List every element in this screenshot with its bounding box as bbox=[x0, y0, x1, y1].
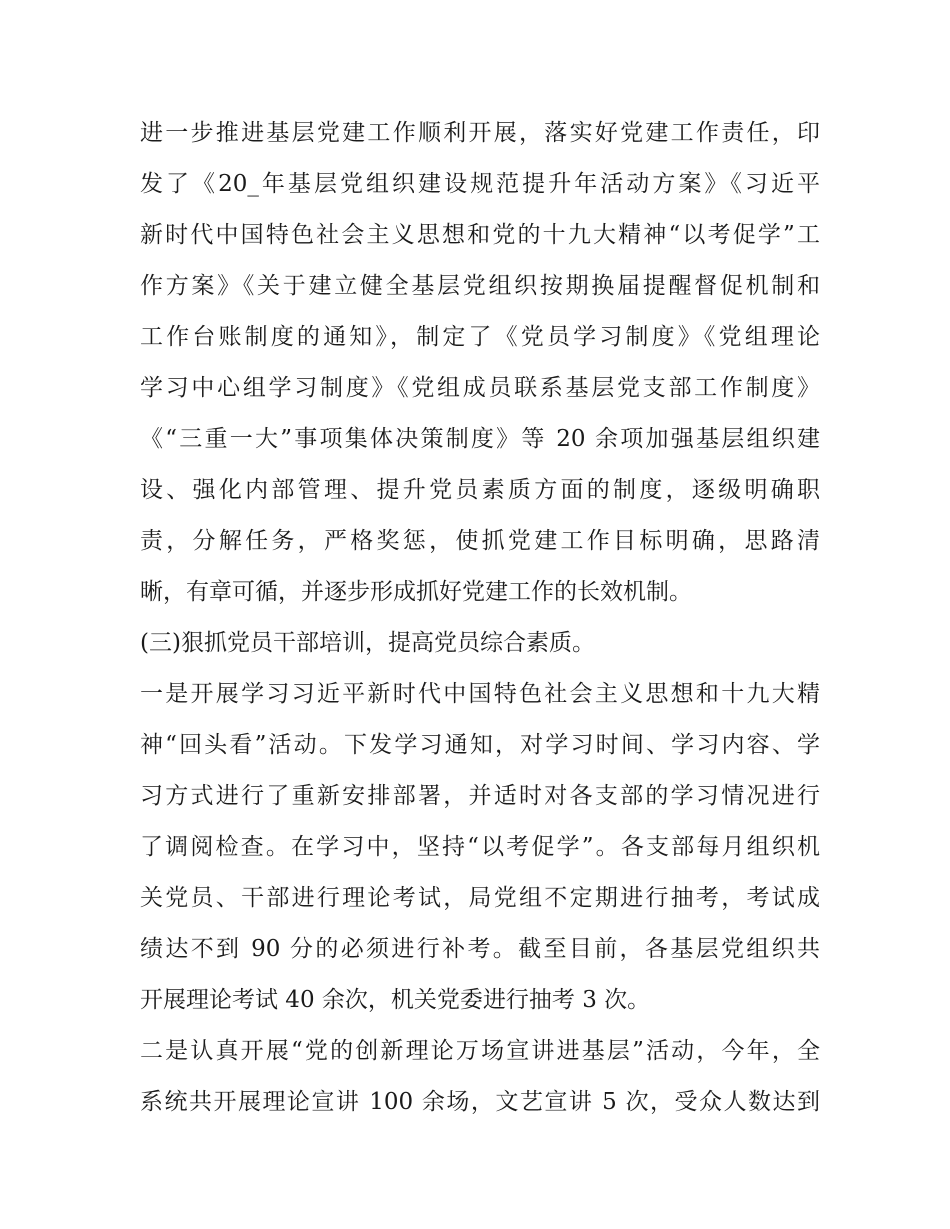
text-line: 《“三重一大”事项集体决策制度》等 20 余项加强基层组织建 bbox=[140, 426, 820, 452]
text-line: 绩达不到 90 分的必须进行补考。截至目前，各基层党组织共 bbox=[140, 936, 820, 962]
text-line: 新时代中国特色社会主义思想和党的十九大精神“以考促学”工 bbox=[140, 222, 820, 248]
text-line: 关党员、干部进行理论考试，局党组不定期进行抽考，考试成 bbox=[140, 885, 820, 911]
text-line: 设、强化内部管理、提升党员素质方面的制度，逐级明确职 bbox=[140, 477, 820, 503]
text-line: 作方案》《关于建立健全基层党组织按期换届提醒督促机制和 bbox=[140, 273, 820, 299]
text-line: 发了《20_年基层党组织建设规范提升年活动方案》《习近平 bbox=[140, 171, 820, 197]
text-line: 一是开展学习习近平新时代中国特色社会主义思想和十九大精 bbox=[140, 681, 820, 707]
text-line: 进一步推进基层党建工作顺利开展，落实好党建工作责任，印 bbox=[140, 120, 820, 146]
text-line: 神“回头看”活动。下发学习通知，对学习时间、学习内容、学 bbox=[140, 732, 820, 758]
text-line: 了调阅检查。在学习中，坚持“以考促学”。各支部每月组织机 bbox=[140, 834, 820, 860]
text-line: (三)狠抓党员干部培训，提高党员综合素质。 bbox=[140, 630, 595, 656]
text-line: 习方式进行了重新安排部署，并适时对各支部的学习情况进行 bbox=[140, 783, 820, 809]
document-body bbox=[140, 108, 820, 1128]
text-line: 二是认真开展“党的创新理论万场宣讲进基层”活动，今年，全 bbox=[140, 1038, 820, 1064]
text-line: 开展理论考试 40 余次，机关党委进行抽考 3 次。 bbox=[140, 987, 651, 1013]
text-line: 晰，有章可循，并逐步形成抓好党建工作的长效机制。 bbox=[140, 579, 692, 605]
text-line: 责，分解任务，严格奖惩，使抓党建工作目标明确，思路清 bbox=[140, 528, 820, 554]
text-line: 系统共开展理论宣讲 100 余场，文艺宣讲 5 次，受众人数达到 bbox=[140, 1089, 820, 1115]
text-line: 工作台账制度的通知》，制定了《党员学习制度》《党组理论 bbox=[140, 324, 820, 350]
text-line: 学习中心组学习制度》《党组成员联系基层党支部工作制度》 bbox=[140, 375, 820, 401]
